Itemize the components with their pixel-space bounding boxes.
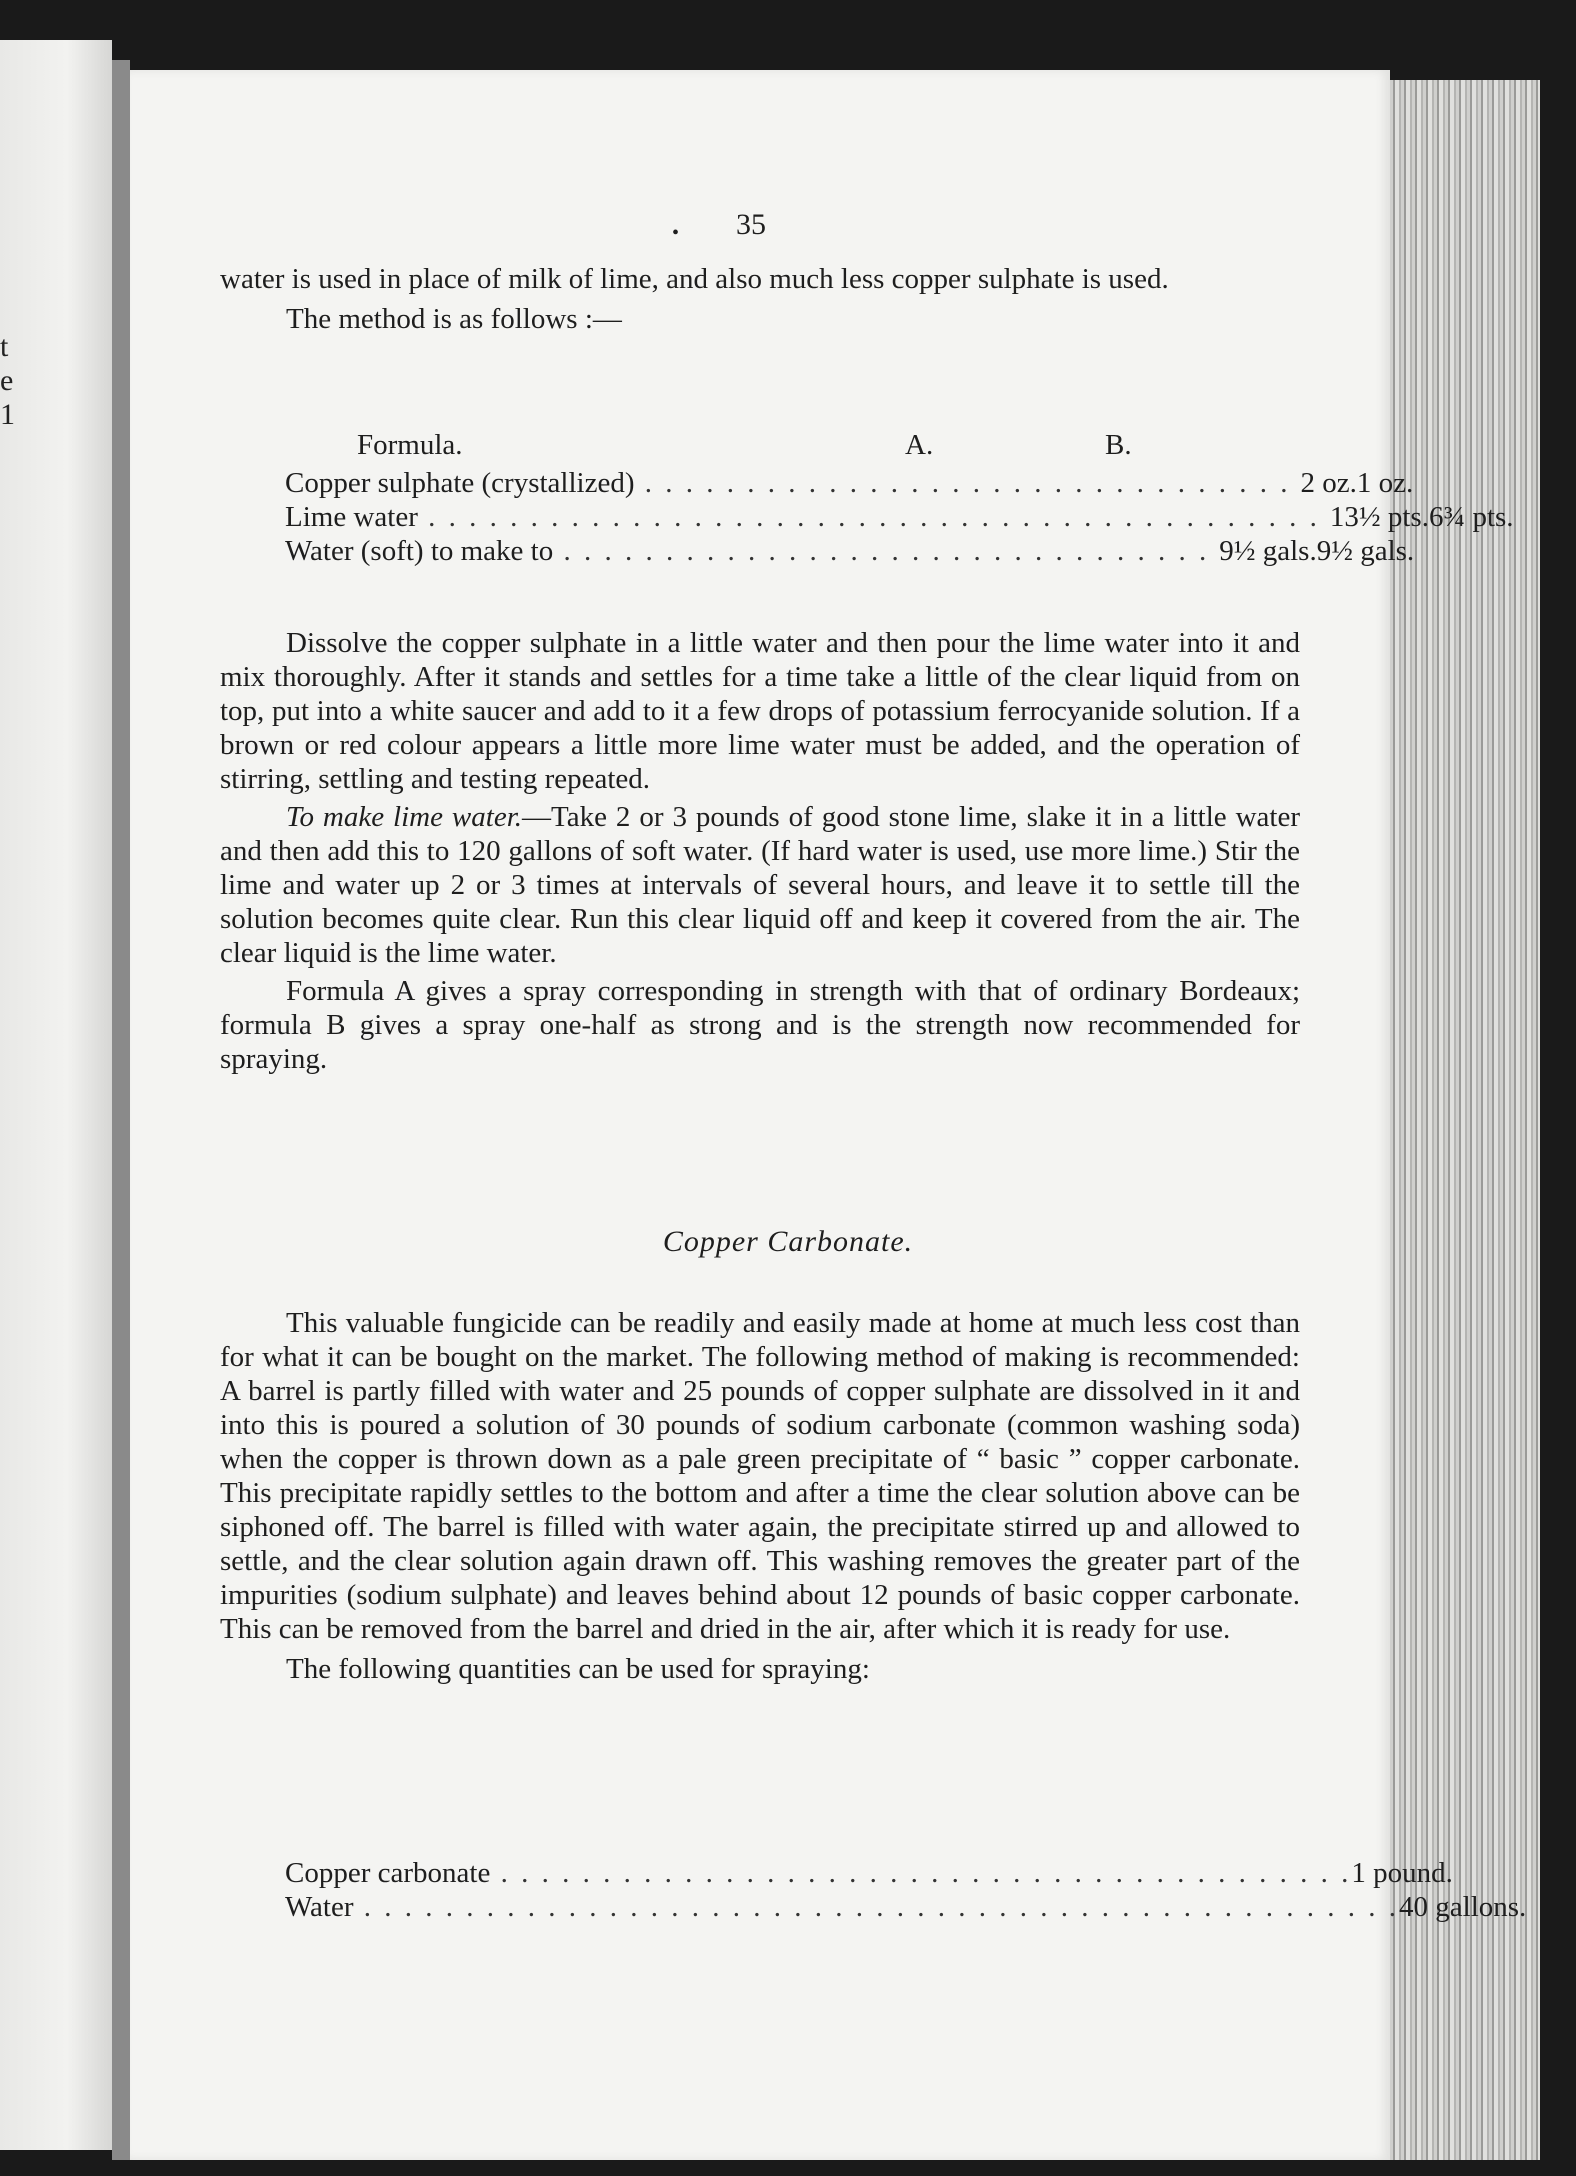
- paragraph-carbonate: This valuable fungicide can be readily and easily made at home at much less cost than for what it can be bought on the market. The following method of making is recommended: A barrel is partly filled with water and 25 pounds of copper sulphate are dissolved in it and into this is poured a solution of 30 pounds of sodium carbonate (common washing soda) when the copper is thrown down as a pale green precipitate of “ basic ” copper carbonate. This precipitate rapidly settles to the bottom and after a time the clear solution above can be siphoned off. The barrel is filled with water again, the precipitate stirred up and allowed to settle, and the clear solution again drawn off. This washing removes the greater part of the impurities (sodium sulphate) and leaves behind about 12 pounds of basic copper carbonate. This can be removed from the barrel and dried in the air, after which it is ready for use.: [220, 1307, 1300, 1645]
- facing-page-fragment: [0, 330, 15, 432]
- quantity-row: [285, 1890, 1527, 1924]
- leader-dots: . . . . . . . . . . . . . . . . . . . . . . . . . . . . . . . . . . . . . . . . . . . . . . . . . . .: [353, 1891, 1400, 1923]
- paragraph-formula: Formula A gives a spray corresponding in strength with that of ordinary Bordeaux; formula B gives a spray one-half as strong and is the strength now recommended for spraying.: [220, 975, 1300, 1075]
- leader-dots: . . . . . . . . . . . . . . . . . . . . . . . . . . . . . . . . . . . . . . . . . .: [490, 1857, 1352, 1889]
- paragraph-lime-water: [220, 800, 1300, 970]
- fragment-letter: 1: [0, 398, 15, 431]
- formula-row-b: 6¾ pts.: [1428, 501, 1514, 533]
- lime-water-text: —Take 2 or 3 pounds of good stone lime, slake it in a little water and then add this to 120 gallons of soft water. (If hard water is used, use more lime.) Stir the lime and water up 2 or 3 times at intervals of several hours, and leave it to settle till the solution becomes quite clear. Run this clear liquid off and keep it covered from the air. The clear liquid is the lime water.: [220, 801, 1300, 969]
- carbonate-text: [220, 1306, 1300, 1686]
- formula-row: [285, 534, 1415, 568]
- leader-dots: . . . . . . . . . . . . . . . . . . . . . . . . . . . . . . . . . . . . . . . . . . . .: [417, 501, 1320, 533]
- formula-row-a: 13½ pts.: [1329, 501, 1429, 533]
- section-heading: Copper Carbonate.: [662, 1225, 914, 1258]
- body-text: [220, 626, 1300, 1076]
- leader-dots: . . . . . . . . . . . . . . . . . . . . . . . . . . . . . . . .: [553, 535, 1210, 567]
- formula-row-label: Water (soft) to make to: [285, 535, 554, 567]
- formula-row-a: 9½ gals.: [1219, 535, 1317, 567]
- formula-row-b: 9½ gals.: [1316, 535, 1415, 567]
- fragment-letter: e: [0, 364, 14, 397]
- method-line: The method is as follows :—: [286, 303, 622, 335]
- facing-page-edge: [0, 40, 112, 2150]
- formula-title: Formula.: [357, 429, 463, 461]
- paragraph-quantities: The following quantities can be used for spraying:: [286, 1653, 870, 1685]
- page-stack-edges: [1390, 80, 1540, 2160]
- quantity-row: [285, 1856, 1453, 1890]
- quantity-value: 1 pound.: [1351, 1857, 1453, 1889]
- quantity-value: 40 gallons.: [1399, 1891, 1527, 1923]
- book-page: [130, 70, 1390, 2160]
- paragraph-dissolve: Dissolve the copper sulphate in a little water and then pour the lime water into it and mix thoroughly. After it stands and settles for a time take a little of the clear liquid from on top, put into a white saucer and add to it a few drops of potassium ferrocyanide solution. If a brown or red colour appears a little more lime water must be added, and the operation of stirring, settling and testing repeated.: [220, 627, 1300, 795]
- leader-dots: . . . . . . . . . . . . . . . . . . . . . . . . . . . . . . . .: [634, 467, 1291, 499]
- formula-row-label: Copper sulphate (crystallized): [285, 467, 635, 499]
- formula-row-a: 2 oz.: [1300, 467, 1357, 499]
- continuation-text: water is used in place of milk of lime, and also much less copper sulphate is used.: [220, 263, 1169, 295]
- quantities-list: [285, 1856, 1527, 1924]
- formula-row: [285, 466, 1414, 500]
- page-number: 35: [736, 208, 766, 241]
- quantity-label: Water: [285, 1891, 354, 1923]
- print-mark: •: [672, 222, 680, 244]
- formula-col-a: A.: [905, 429, 934, 461]
- quantity-label: Copper carbonate: [285, 1857, 491, 1889]
- book-gutter: [112, 60, 130, 2160]
- formula-row: [285, 500, 1514, 534]
- fragment-letter: t: [0, 330, 9, 363]
- formula-col-b: B.: [1105, 429, 1132, 461]
- formula-row-b: 1 oz.: [1356, 467, 1414, 499]
- lime-water-lead: To make lime water.: [286, 801, 523, 833]
- formula-table: [285, 428, 1514, 568]
- formula-row-label: Lime water: [285, 501, 418, 533]
- intro-block: [220, 262, 1300, 336]
